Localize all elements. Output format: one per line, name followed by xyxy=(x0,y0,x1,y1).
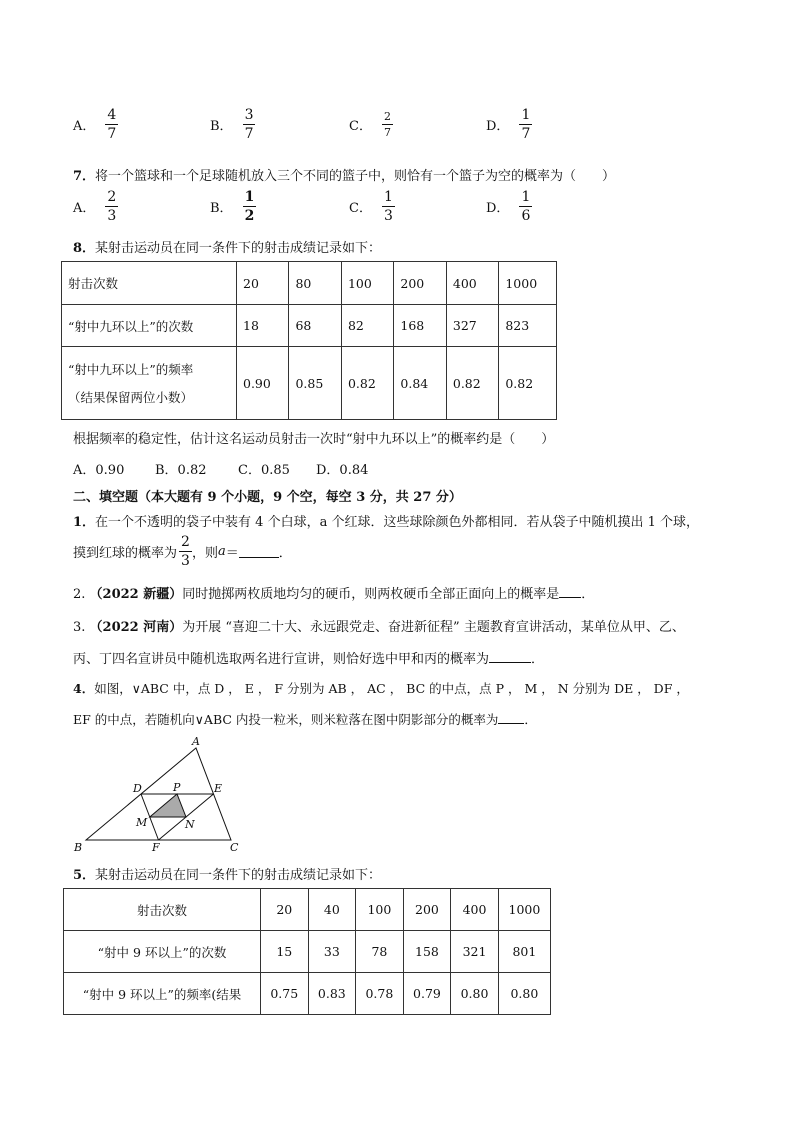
q7-option-b[interactable]: B． $\frac{1}{2}$ xyxy=(210,189,255,224)
answer-blank[interactable] xyxy=(239,545,279,558)
fraction: $\frac{2}{3}$ xyxy=(181,534,190,569)
table-row: “射中 9 环以上”的频率(结果 0.75 0.83 0.78 0.79 0.80 0.80 xyxy=(64,973,551,1015)
fraction: $\frac{2}{3}$ xyxy=(107,189,117,224)
q7-option-d[interactable]: D． $\frac{1}{6}$ xyxy=(486,189,531,224)
q8-option-d[interactable]: D．0.84 xyxy=(316,463,369,478)
q7-option-c[interactable]: C． $\frac{1}{3}$ xyxy=(349,189,393,224)
table-row: 射击次数 20 80 100 200 400 1000 xyxy=(62,262,557,305)
label-b: B xyxy=(74,841,83,854)
q8-option-a[interactable]: A．0.90 xyxy=(73,463,125,478)
fraction: $\frac{1}{3}$ xyxy=(383,189,393,224)
table-row: “射中九环以上”的频率 （结果保留两位小数） 0.90 0.85 0.82 0.84 0.82 0.82 xyxy=(62,347,557,420)
fraction: $\frac{1}{6}$ xyxy=(521,189,531,224)
answer-blank[interactable] xyxy=(498,711,524,724)
fraction: $\frac{2}{7}$ xyxy=(383,110,391,139)
table-row: “射中 9 环以上”的次数 15 33 78 158 321 801 xyxy=(64,931,551,973)
fraction: $\frac{3}{7}$ xyxy=(244,107,254,142)
fraction: $\frac{1}{7}$ xyxy=(521,107,531,142)
fraction: $\frac{4}{7}$ xyxy=(107,107,117,142)
triangle-figure xyxy=(72,734,252,854)
label-e: E xyxy=(214,782,223,795)
q7-stem: 7．将一个篮球和一个足球随机放入三个不同的篮子中，则恰有一个篮子为空的概率为（ ） xyxy=(73,169,616,184)
f3-line2: 丙、丁四名宣讲员中随机选取两名进行宣讲，则恰好选中甲和丙的概率为 ． xyxy=(73,652,545,667)
label-p: P xyxy=(173,781,181,794)
label-n: N xyxy=(185,818,195,831)
f2-stem: 2. （2022 新疆）同时抛掷两枚质地均匀的硬币，则两枚硬币全部正面向上的概率是 ． xyxy=(73,587,595,602)
q6-option-b[interactable]: B． $\frac{3}{7}$ xyxy=(210,107,254,142)
q6-option-c[interactable]: C． $\frac{2}{7}$ xyxy=(349,110,391,139)
section-title: 二、填空题（本大题有 9 个小题，9 个空，每空 3 分，共 27 分） xyxy=(73,490,462,505)
q6-option-d[interactable]: D． $\frac{1}{7}$ xyxy=(486,107,531,142)
label-a: A xyxy=(192,735,200,748)
q8-option-c[interactable]: C．0.85 xyxy=(238,463,290,478)
q8-table xyxy=(61,261,557,420)
label-d: D xyxy=(133,782,142,795)
table-row: 射击次数 20 40 100 200 400 1000 xyxy=(64,889,551,931)
q8-stem: 8．某射击运动员在同一条件下的射击成绩记录如下： xyxy=(73,241,382,256)
f5-stem: 5．某射击运动员在同一条件下的射击成绩记录如下： xyxy=(73,868,382,883)
f1-line1: 1．在一个不透明的袋子中装有 4 个白球，a 个红球．这些球除颜色外都相同．若从袋子中随机摸出 1 个球， xyxy=(73,515,700,530)
q7-option-a[interactable]: A． $\frac{2}{3}$ xyxy=(73,189,117,224)
f3-line1: 3. （2022 河南）为开展 “喜迎二十大、永远跟党走、奋进新征程” 主题教育宣讲活动，某单位从甲、乙、 xyxy=(73,620,685,635)
f4-line1: 4．如图，∨ABC 中，点 D ， E ， F 分别为 AB ， AC ， BC 的中点，点 P ， M ， N 分别为 DE ， DF ， xyxy=(73,681,689,696)
q8-option-b[interactable]: B．0.82 xyxy=(155,463,207,478)
q6-option-a[interactable]: A． $\frac{4}{7}$ xyxy=(73,107,117,142)
f5-table xyxy=(63,888,551,1015)
answer-blank[interactable] xyxy=(489,650,531,663)
label-m: M xyxy=(136,816,148,829)
label-f: F xyxy=(152,841,160,854)
table-row: “射中九环以上”的次数 18 68 82 168 327 823 xyxy=(62,305,557,347)
label-c: C xyxy=(230,841,239,854)
f4-line2: EF 的中点，若随机向∨ABC 内投一粒米，则米粒落在图中阴影部分的概率为 ． xyxy=(73,712,537,727)
q8-question: 根据频率的稳定性，估计这名运动员射击一次时“射中九环以上”的概率约是（ ） xyxy=(73,432,555,447)
answer-blank[interactable] xyxy=(559,585,581,598)
fraction: $\frac{1}{2}$ xyxy=(244,189,255,224)
f1-line2: 摸到红球的概率为 $\frac{2}{3}$ ，则 a ＝ ． xyxy=(73,534,292,569)
